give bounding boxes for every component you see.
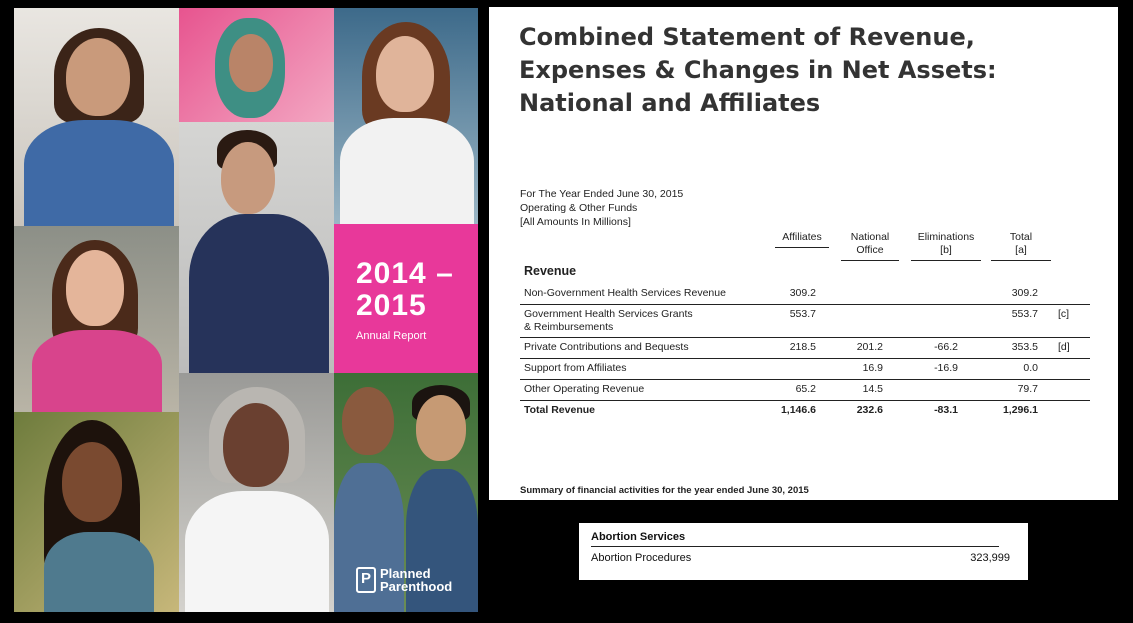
cell-total: 0.0 [1023, 362, 1038, 374]
photo-woman-hijab [179, 8, 334, 122]
table-row [520, 359, 1090, 380]
cell-eliminations: -83.1 [934, 404, 958, 416]
photo-senior-doctor [179, 373, 334, 612]
abortion-services-header: Abortion Services [591, 531, 999, 547]
meta-units: [All Amounts In Millions] [520, 216, 631, 228]
cell-total: 309.2 [1011, 287, 1038, 299]
table-row [520, 284, 1090, 305]
section-label-revenue: Revenue [524, 264, 577, 278]
cell-affiliates: 553.7 [789, 308, 816, 320]
column-header-eliminations: Eliminations [b] [911, 231, 981, 261]
title-block [334, 224, 478, 373]
annual-report-cover [14, 8, 478, 612]
photo-doctor [334, 8, 478, 224]
photo-nurse [14, 8, 179, 226]
cell-affiliates: 218.5 [789, 341, 816, 353]
revenue-table [520, 284, 1090, 421]
row-label: Government Health Services Grants & Reimbursements [524, 308, 693, 333]
abortion-services-box [579, 523, 1028, 580]
table-row [520, 380, 1090, 401]
abortion-procedures-label: Abortion Procedures [591, 552, 692, 564]
cell-national: 201.2 [856, 341, 883, 353]
cell-note: [c] [1058, 308, 1070, 320]
cell-national: 232.6 [856, 404, 883, 416]
cell-total: 79.7 [1017, 383, 1038, 395]
cell-eliminations: -66.2 [934, 341, 958, 353]
photo-woman-braids [14, 412, 179, 612]
column-header-affiliates: Affiliates [775, 231, 829, 248]
logo-p-icon: P [356, 567, 376, 593]
summary-caption: Summary of financial activities for the year ended June 30, 2015 [520, 485, 809, 496]
report-year: 2014 – 2015 [356, 257, 454, 322]
row-label: Private Contributions and Bequests [524, 341, 689, 353]
abortion-procedures-value: 323,999 [970, 552, 1010, 564]
cell-total: 353.5 [1011, 341, 1038, 353]
meta-period: For The Year Ended June 30, 2015 [520, 188, 684, 200]
table-row [520, 338, 1090, 359]
financial-statement [489, 7, 1118, 500]
column-header-national-office: National Office [841, 231, 899, 261]
photo-woman-pink [14, 226, 179, 412]
cell-national: 14.5 [862, 383, 883, 395]
cell-affiliates: 1,146.6 [780, 404, 816, 416]
photo-two-men [334, 373, 478, 612]
meta-funds: Operating & Other Funds [520, 202, 638, 214]
cell-note: [d] [1058, 341, 1070, 353]
cell-total: 1,296.1 [1002, 404, 1038, 416]
statement-meta [520, 187, 683, 229]
row-label: Support from Affiliates [524, 362, 627, 374]
report-subtitle: Annual Report [356, 330, 427, 342]
table-row [520, 305, 1090, 338]
cell-total: 553.7 [1011, 308, 1038, 320]
statement-title: Combined Statement of Revenue, Expenses & Changes in Net Assets: National and Affiliates [519, 23, 997, 117]
planned-parenthood-logo: P Planned Parenthood [356, 567, 452, 593]
row-label: Non-Government Health Services Revenue [524, 287, 726, 299]
photo-person-shirt [179, 122, 334, 373]
cell-affiliates: 309.2 [789, 287, 816, 299]
cell-national: 16.9 [862, 362, 883, 374]
cell-affiliates: 65.2 [795, 383, 816, 395]
column-header-total: Total [a] [991, 231, 1051, 261]
row-label: Other Operating Revenue [524, 383, 645, 395]
table-row-total [520, 401, 1090, 421]
cell-eliminations: -16.9 [934, 362, 958, 374]
row-label: Total Revenue [524, 404, 595, 416]
